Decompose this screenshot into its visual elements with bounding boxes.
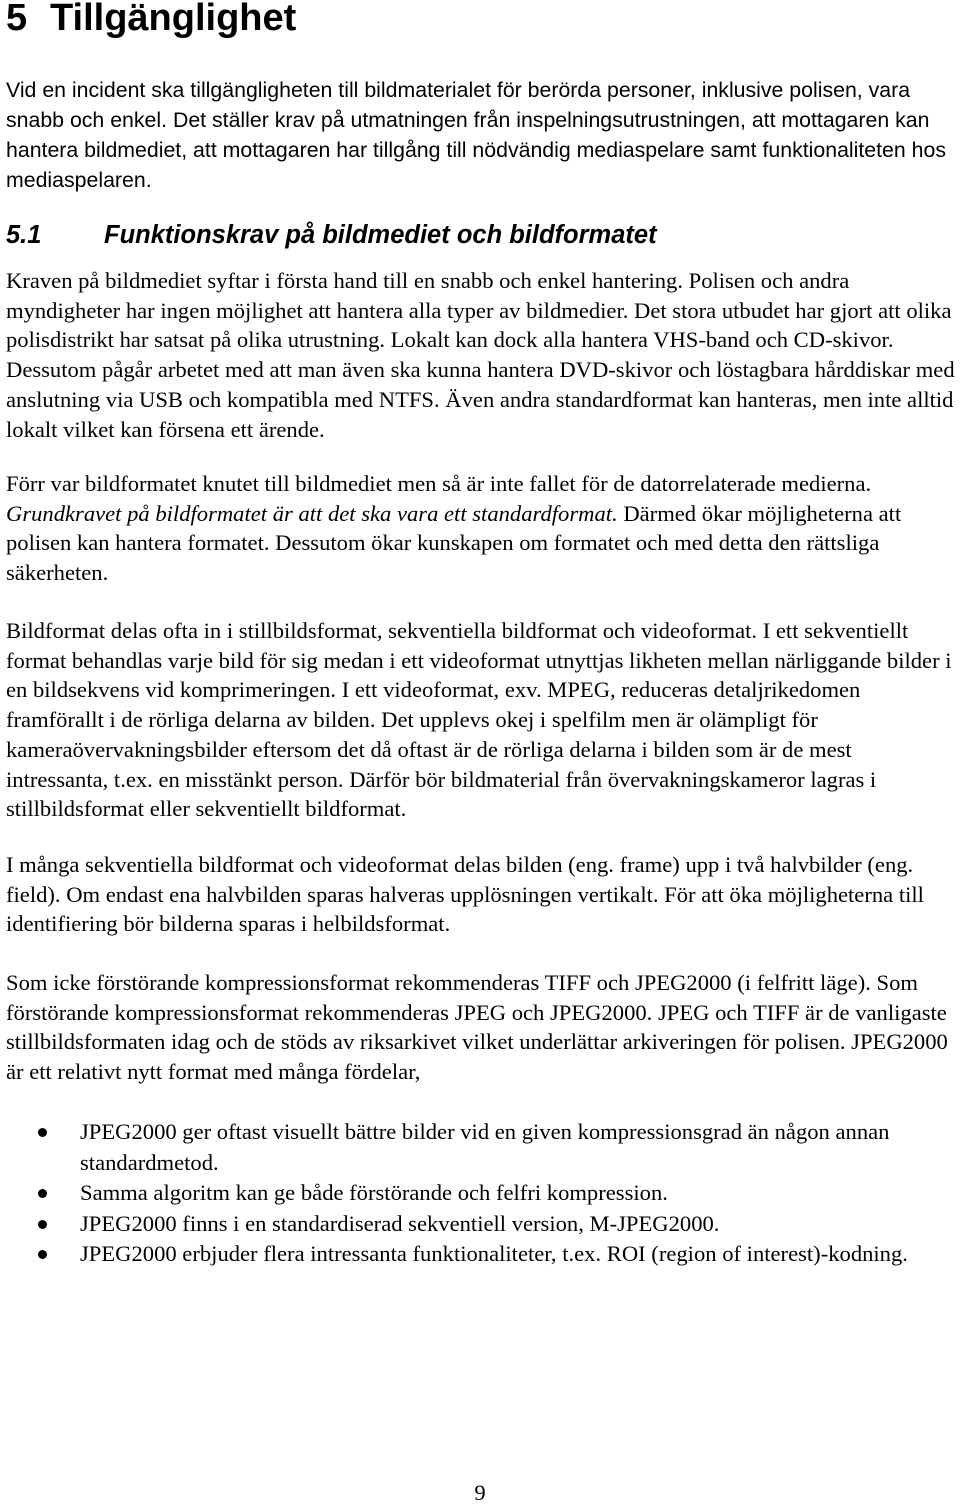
list-item-text: JPEG2000 erbjuder flera intressanta funktionaliteter, t.ex. ROI (region of interest)-kodning. (80, 1241, 908, 1266)
jpeg2000-advantages-list (0, 1117, 958, 1270)
section-number: 5 (6, 0, 28, 39)
subsection-heading (6, 218, 657, 252)
paragraph-format-requirements (6, 469, 958, 588)
paragraph-text: Förr var bildformatet knutet till bildmediet men så är inte fallet för de datorrelaterade medierna. (6, 471, 872, 496)
emphasized-requirement: Grundkravet på bildformatet är att det ska vara ett standardformat. (6, 500, 618, 526)
paragraph-format-types: Bildformat delas ofta in i stillbildsformat, sekventiella bildformat och videoformat. I ett sekventiellt format behandlas varje bild för sig medan i ett videoformat utnyttjas likheten mellan närliggande bilder i en bildsekvens vid komprimeringen. I ett videoformat, exv. MPEG, reduceras detaljrikedomen framförallt i de rörliga delarna av bilden. Det upplevs okej i spelfilm men är olämpligt för kameraövervakningsbilder eftersom det då oftast är de rörliga delarna i bilden som är de mest intressanta, t.ex. en misstänkt person. Därför bör bildmaterial från övervakningskameror lagras i stillbildsformat eller sekventiellt bildformat. (6, 618, 952, 822)
bullet-icon (38, 1128, 47, 1137)
bullet-icon (38, 1250, 47, 1259)
subsection-title: Funktionskrav på bildmediet och bildformatet (104, 221, 657, 249)
list-item-text: JPEG2000 finns i en standardiserad sekventiell version, M-JPEG2000. (80, 1210, 720, 1236)
list-item (0, 1117, 958, 1178)
paragraph-compression: Som icke förstörande kompressionsformat rekommenderas TIFF och JPEG2000 (i felfritt läge). Som förstörande kompressionsformat rekommenderas JPEG och JPEG2000. JPEG och TIFF är de vanligaste stillbildsformaten idag och de stöds av riksarkivet vilket underlättar arkiveringen för polisen. JPEG2000 är ett relativt nytt format med många fördelar, (6, 970, 948, 1085)
page-number: 9 (474, 1480, 486, 1505)
list-item (0, 1178, 958, 1209)
intro-paragraph: Vid en incident ska tillgängligheten till bildmaterialet för berörda personer, inklusive polisen, vara snabb och enkel. Det ställer krav på utmatningen från inspelningsutrustningen, att mottagaren kan hantera bildmediet, att mottagaren har tillgång till nödvändig mediaspelare samt funktionaliteten hos mediaspelaren. (6, 78, 946, 192)
list-item-text: JPEG2000 ger oftast visuellt bättre bilder vid en given kompressionsgrad än någon annan standardmetod. (80, 1119, 890, 1175)
section-title: Tillgänglighet (50, 0, 297, 39)
bullet-icon (38, 1189, 47, 1198)
bullet-icon (38, 1220, 47, 1229)
list-item-text: Samma algoritm kan ge både förstörande och felfri kompression. (80, 1180, 668, 1205)
subsection-number: 5.1 (6, 221, 42, 249)
paragraph-media-requirements: Kraven på bildmediet syftar i första hand till en snabb och enkel hantering. Polisen och andra myndigheter har ingen möjlighet att hantera alla typer av bildmedier. Det stora utbudet har gjort att olika polisdistrikt har satsat på olika utrustning. Lokalt kan dock alla hantera VHS-band och CD-skivor. Dessutom pågår arbetet med att man även ska kunna hantera DVD-skivor och löstagbara hårddiskar med anslutning via USB och kompatibla med NTFS. Även andra standardformat kan hanteras, men inte alltid lokalt vilket kan försena ett ärende. (6, 268, 955, 442)
paragraph-text: Därmed ökar möjligheterna att polisen kan hantera formatet. Dessutom ökar kunskapen om formatet och med detta den rättsliga säkerheten. (6, 500, 902, 586)
list-item (0, 1209, 958, 1240)
section-heading (6, 0, 296, 40)
list-item (0, 1239, 958, 1270)
paragraph-fields: I många sekventiella bildformat och videoformat delas bilden (eng. frame) upp i två halvbilder (eng. field). Om endast ena halvbilden sparas halveras upplösningen vertikalt. För att öka möjligheterna till identifiering bör bilderna sparas i helbildsformat. (6, 852, 924, 937)
